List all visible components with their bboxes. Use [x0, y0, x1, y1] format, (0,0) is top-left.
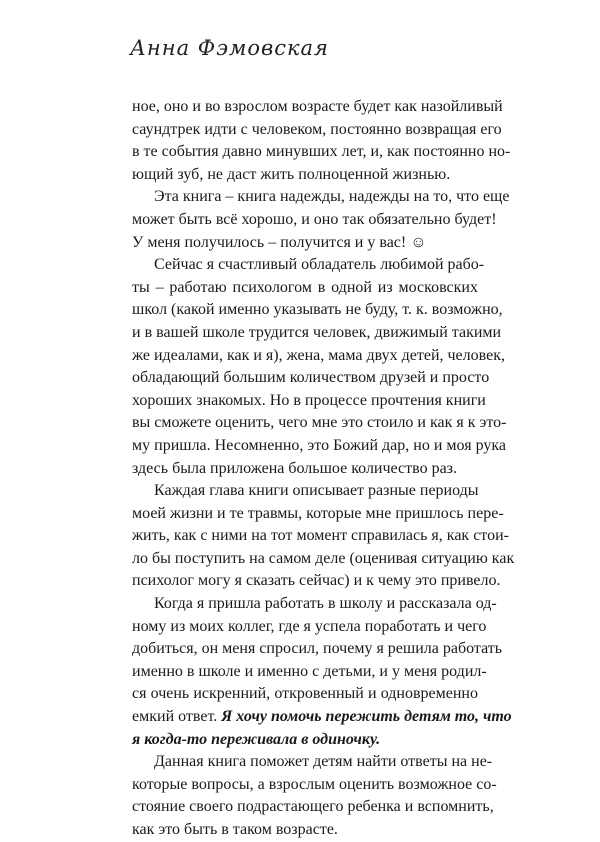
- running-header-author: Анна Фэмовская: [130, 36, 329, 60]
- text-line: У меня получилось – получится и у вас! ☺: [132, 233, 427, 251]
- text-line: добиться, он меня спросил, почему я решила работать: [132, 640, 503, 658]
- text-line: обладающий большим количеством друзей и просто: [132, 369, 490, 387]
- text-line: му пришла. Несомненно, это Божий дар, но и моя рука: [132, 436, 507, 454]
- text-line: психолог могу я сказать сейчас) и к чему это привело.: [132, 572, 501, 590]
- text-line: ты – работаю психологом в одной из московских: [132, 278, 478, 296]
- text-line: Данная книга поможет детям найти ответы на не-: [154, 753, 493, 771]
- text-line: вы сможете оценить, чего мне это стоило и как я к это-: [132, 414, 507, 432]
- text-line: как это быть в таком возрасте.: [132, 821, 338, 838]
- paragraph-2: [132, 186, 510, 254]
- text-line: ное, оно и во взрослом возрасте будет как назойливый: [132, 98, 503, 115]
- text-line: стояние своего подрастающего ребенка и вспомнить,: [132, 798, 494, 816]
- text-line-mixed: [132, 706, 512, 729]
- emphasis-text: я когда-то переживала в одиночку.: [132, 730, 381, 748]
- text-line: моей жизни и те травмы, которые мне пришлось пере-: [132, 504, 504, 522]
- text-line: ся очень искренний, откровенный и одновременно: [132, 685, 478, 703]
- body-text: [132, 96, 515, 842]
- text-line: здесь была приложена большое количество раз.: [132, 459, 457, 477]
- text-line: ному из моих коллег, где я успела поработать и чего: [132, 617, 487, 635]
- text-line: жить, как с ними на тот момент справилась я, как стои-: [132, 527, 509, 545]
- text-line: которые вопросы, а взрослым оценить возможное со-: [132, 775, 497, 793]
- paragraph-6: [132, 751, 497, 841]
- text-line: Сейчас я счастливый обладатель любимой рабо-: [154, 256, 485, 274]
- text-line: в те события давно минувших лет, и, как постоянно но-: [132, 143, 511, 161]
- text-line-emphasis: [132, 729, 478, 752]
- paragraph-1: [132, 96, 511, 186]
- text-line: школ (какой именно указывать не буду, т. к. возможно,: [132, 301, 503, 319]
- text-line: Каждая глава книги описывает разные периоды: [154, 482, 479, 500]
- text-line: и в вашей школе трудится человек, движимый такими: [132, 323, 502, 341]
- text-line: может быть всё хорошо, и оно так обязательно будет!: [132, 210, 497, 228]
- text-line: именно в школе и именно с детьми, и у меня родил-: [132, 662, 487, 680]
- text-line: ло бы поступить на самом деле (оценивая ситуацию как: [132, 549, 515, 567]
- text-line: Когда я пришла работать в школу и рассказала од-: [154, 595, 497, 613]
- text-line: же идеалами, как и я), жена, мама двух детей, человек,: [132, 346, 505, 364]
- text-line: Эта книга – книга надежды, надежды на то, что еще: [154, 188, 510, 206]
- paragraph-5: [132, 593, 512, 751]
- paragraph-4: [132, 480, 515, 593]
- text-line: саундтрек идти с человеком, постоянно возвращая его: [132, 120, 502, 138]
- text-plain: емкий ответ.: [132, 708, 218, 726]
- paragraph-3: [132, 254, 507, 480]
- emphasis-text: Я хочу помочь пережить детям то, что: [221, 708, 512, 726]
- text-line: хороших знакомых. Но в процессе прочтения книги: [132, 391, 486, 409]
- text-line: ющий зуб, не даст жить полноценной жизнью.: [132, 165, 451, 183]
